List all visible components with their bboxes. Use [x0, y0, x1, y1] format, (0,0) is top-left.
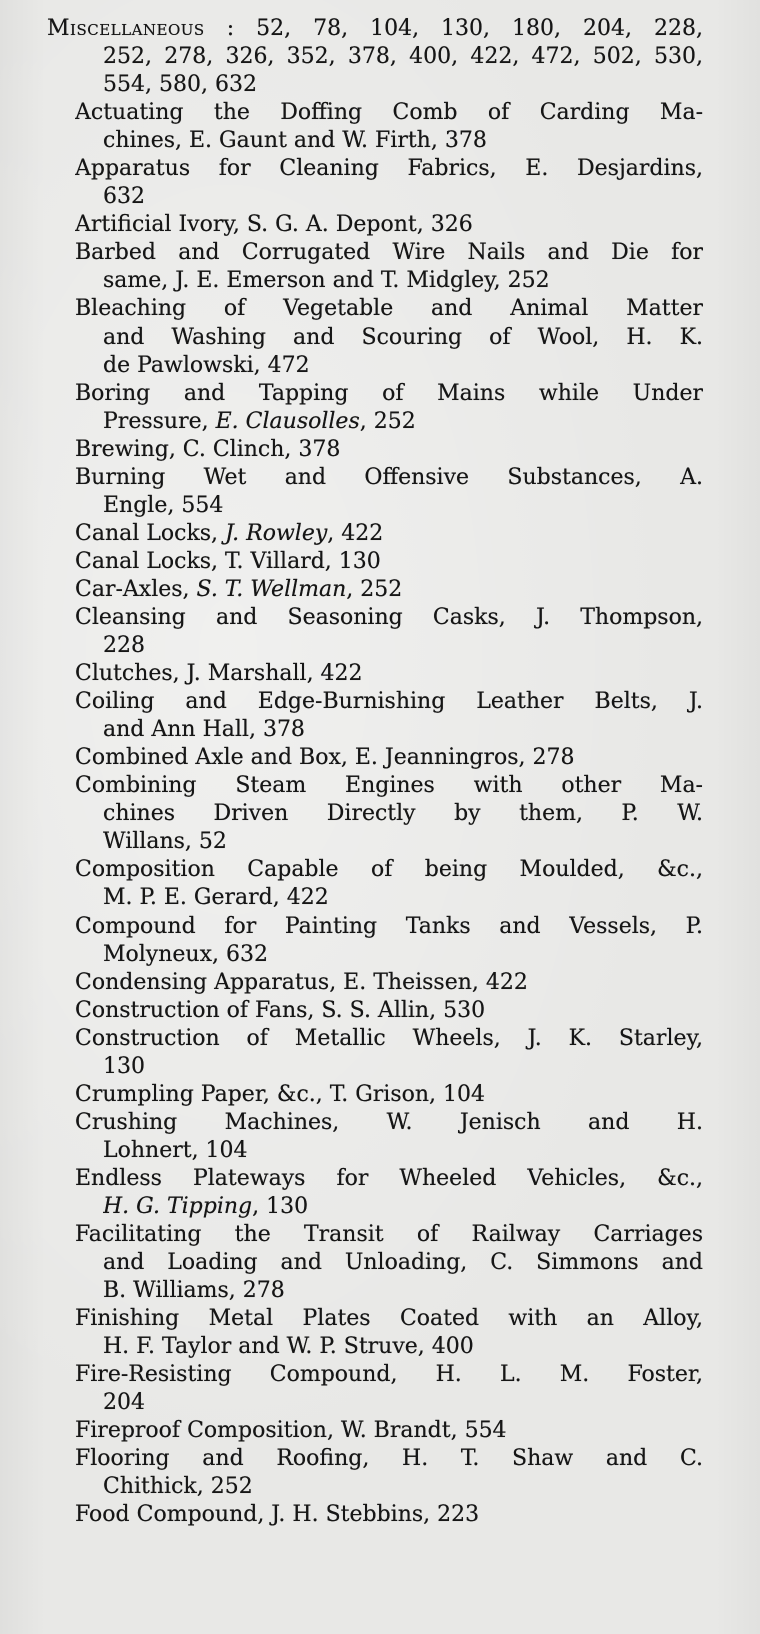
section-title: Miscellaneous: [47, 16, 205, 41]
entry-text: 130: [103, 1053, 145, 1079]
entry-line: [75, 1165, 703, 1193]
index-entry: [0, 295, 760, 379]
entry-text: Combining Steam Engines with other Ma-: [75, 773, 703, 799]
entry-line: [103, 352, 703, 380]
index-entry: [0, 997, 760, 1025]
entry-text: Facilitating the Transit of Railway Carriages: [75, 1222, 703, 1248]
entry-line: [75, 1025, 703, 1053]
entry-line: [75, 99, 703, 127]
entry-line: [103, 1277, 703, 1305]
entry-text: Molyneux, 632: [103, 941, 268, 967]
entry-text: Endless Plateways for Wheeled Vehicles, &c.,: [75, 1165, 703, 1191]
entry-line: [75, 436, 703, 464]
entry-text: Artificial Ivory, S. G. A. Depont, 326: [75, 212, 473, 238]
entry-line: [103, 1389, 703, 1417]
entry-line: [103, 183, 703, 211]
index-entry: [0, 1501, 760, 1529]
entry-line: [103, 716, 703, 744]
entry-line: [75, 1221, 703, 1249]
entry-author-italic: S. T. Wellman: [196, 576, 347, 602]
entry-text: Condensing Apparatus, E. Theissen, 422: [75, 969, 528, 995]
entry-line: [75, 548, 703, 576]
index-entry: [0, 969, 760, 997]
entry-text: Car-Axles,: [75, 576, 197, 602]
entry-line: [75, 1109, 703, 1137]
index-entry: [0, 436, 760, 464]
entry-text: Construction of Fans, S. S. Allin, 530: [75, 997, 486, 1023]
index-entry: [0, 380, 760, 436]
index-entry: [0, 1417, 760, 1445]
index-entry: [0, 856, 760, 912]
entry-line: [75, 688, 703, 716]
entry-line: [75, 604, 703, 632]
entry-line: [75, 155, 703, 183]
entry-text: 204: [103, 1390, 145, 1416]
heading-page-numbers: 554, 580, 632: [103, 72, 257, 98]
entry-text: Compound for Painting Tanks and Vessels, P.: [75, 913, 703, 939]
index-entry: [0, 1025, 760, 1081]
entry-text: Flooring and Roofing, H. T. Shaw and C.: [75, 1446, 703, 1472]
entry-text: , 422: [327, 520, 384, 546]
entry-line: [103, 941, 703, 969]
entry-line: [75, 660, 703, 688]
entry-author-italic: J. Rowley: [225, 520, 328, 546]
index-entry: [0, 1165, 760, 1221]
index-page: [0, 15, 760, 1530]
entry-line: [103, 492, 703, 520]
entry-line: [103, 1137, 703, 1165]
entry-line: [103, 884, 703, 912]
entry-line: [103, 324, 703, 352]
entry-text: same, J. E. Emerson and T. Midgley, 252: [103, 268, 550, 294]
entry-line: [103, 828, 703, 856]
heading-line: [103, 43, 703, 71]
entry-line: [103, 1193, 703, 1221]
index-entry: [0, 1109, 760, 1165]
heading-page-numbers: : 52, 78, 104, 130, 180, 204, 228,: [204, 16, 703, 41]
entry-text: 228: [103, 633, 145, 659]
entry-line: [75, 1361, 703, 1389]
heading-page-numbers: 252, 278, 326, 352, 378, 400, 422, 472, 502, 530,: [103, 44, 703, 70]
entry-line: [75, 1501, 703, 1529]
entry-text: Chithick, 252: [103, 1474, 253, 1500]
entry-text: Food Compound, J. H. Stebbins, 223: [75, 1502, 480, 1528]
index-entry: [0, 548, 760, 576]
entry-line: [103, 267, 703, 295]
heading-line: [47, 15, 703, 43]
entry-line: [75, 997, 703, 1025]
entry-line: [75, 239, 703, 267]
entry-line: [75, 464, 703, 492]
entry-line: [103, 408, 703, 436]
entry-text: Bleaching of Vegetable and Animal Matter: [75, 296, 703, 322]
entry-line: [75, 295, 703, 323]
entry-line: [103, 632, 703, 660]
entry-author-italic: E. Clausolles: [215, 408, 360, 434]
entry-text: Clutches, J. Marshall, 422: [75, 661, 363, 687]
entry-text: Boring and Tapping of Mains while Under: [75, 380, 703, 406]
entry-text: Canal Locks, T. Villard, 130: [75, 548, 381, 574]
entry-text: , 130: [252, 1193, 309, 1219]
index-entry: [0, 1221, 760, 1305]
entry-text: Burning Wet and Offensive Substances, A.: [75, 464, 703, 490]
index-entry: [0, 688, 760, 744]
index-entry: [0, 155, 760, 211]
entry-text: Willans, 52: [103, 829, 227, 855]
entry-text: and Ann Hall, 378: [103, 717, 305, 743]
entry-line: [75, 1445, 703, 1473]
entry-text: Construction of Metallic Wheels, J. K. Starley,: [75, 1025, 703, 1051]
entry-line: [75, 380, 703, 408]
entry-line: [75, 913, 703, 941]
entry-text: Actuating the Doffing Comb of Carding Ma-: [75, 100, 703, 126]
entry-text: chines Driven Directly by them, P. W.: [103, 801, 703, 827]
index-entry: [0, 211, 760, 239]
index-entry: [0, 1081, 760, 1109]
entry-text: and Washing and Scouring of Wool, H. K.: [103, 324, 703, 350]
index-entry: [0, 1445, 760, 1501]
entry-text: Pressure,: [103, 408, 216, 434]
entry-line: [75, 1081, 703, 1109]
entry-line: [75, 576, 703, 604]
entry-text: H. F. Taylor and W. P. Struve, 400: [103, 1334, 474, 1360]
entry-line: [75, 520, 703, 548]
entry-text: Composition Capable of being Moulded, &c.,: [75, 857, 703, 883]
index-entry: [0, 744, 760, 772]
entry-text: Finishing Metal Plates Coated with an Alloy,: [75, 1306, 703, 1332]
entry-line: [75, 772, 703, 800]
entry-text: Engle, 554: [103, 492, 224, 518]
heading-line: [103, 71, 703, 99]
index-entry: [0, 660, 760, 688]
entry-line: [103, 1053, 703, 1081]
entry-text: Apparatus for Cleaning Fabrics, E. Desjardins,: [75, 156, 703, 182]
entry-line: [103, 1473, 703, 1501]
index-entry: [0, 913, 760, 969]
index-entry: [0, 772, 760, 856]
index-entries: [0, 99, 760, 1529]
index-entry: [0, 464, 760, 520]
entry-text: Coiling and Edge-Burnishing Leather Belts, J.: [75, 689, 703, 715]
entry-text: M. P. E. Gerard, 422: [103, 885, 329, 911]
index-entry: [0, 520, 760, 548]
index-heading-entry: [0, 15, 760, 99]
index-entry: [0, 99, 760, 155]
entry-text: Crushing Machines, W. Jenisch and H.: [75, 1109, 703, 1135]
entry-line: [103, 1333, 703, 1361]
entry-line: [75, 1305, 703, 1333]
index-entry: [0, 239, 760, 295]
entry-text: de Pawlowski, 472: [103, 352, 310, 378]
entry-text: , 252: [359, 408, 416, 434]
entry-text: Crumpling Paper, &c., T. Grison, 104: [75, 1081, 486, 1107]
entry-line: [75, 969, 703, 997]
entry-text: Barbed and Corrugated Wire Nails and Die for: [75, 240, 703, 266]
index-entry: [0, 604, 760, 660]
entry-line: [75, 856, 703, 884]
entry-line: [103, 1249, 703, 1277]
entry-text: Brewing, C. Clinch, 378: [75, 436, 341, 462]
entry-line: [103, 127, 703, 155]
entry-text: chines, E. Gaunt and W. Firth, 378: [103, 128, 487, 154]
entry-text: B. Williams, 278: [103, 1278, 285, 1304]
entry-text: Fire-Resisting Compound, H. L. M. Foster,: [75, 1362, 703, 1388]
entry-text: Fireproof Composition, W. Brandt, 554: [75, 1418, 507, 1444]
index-entry: [0, 576, 760, 604]
entry-text: , 252: [346, 576, 403, 602]
index-entry: [0, 1361, 760, 1417]
entry-author-italic: H. G. Tipping: [103, 1193, 253, 1219]
entry-line: [75, 211, 703, 239]
entry-line: [75, 744, 703, 772]
entry-text: Cleansing and Seasoning Casks, J. Thompson,: [75, 604, 703, 630]
entry-text: 632: [103, 184, 145, 210]
entry-line: [103, 800, 703, 828]
entry-text: Canal Locks,: [75, 520, 226, 546]
entry-text: and Loading and Unloading, C. Simmons and: [103, 1250, 703, 1276]
entry-line: [75, 1417, 703, 1445]
entry-text: Combined Axle and Box, E. Jeanningros, 278: [75, 745, 575, 771]
index-entry: [0, 1305, 760, 1361]
entry-text: Lohnert, 104: [103, 1137, 248, 1163]
